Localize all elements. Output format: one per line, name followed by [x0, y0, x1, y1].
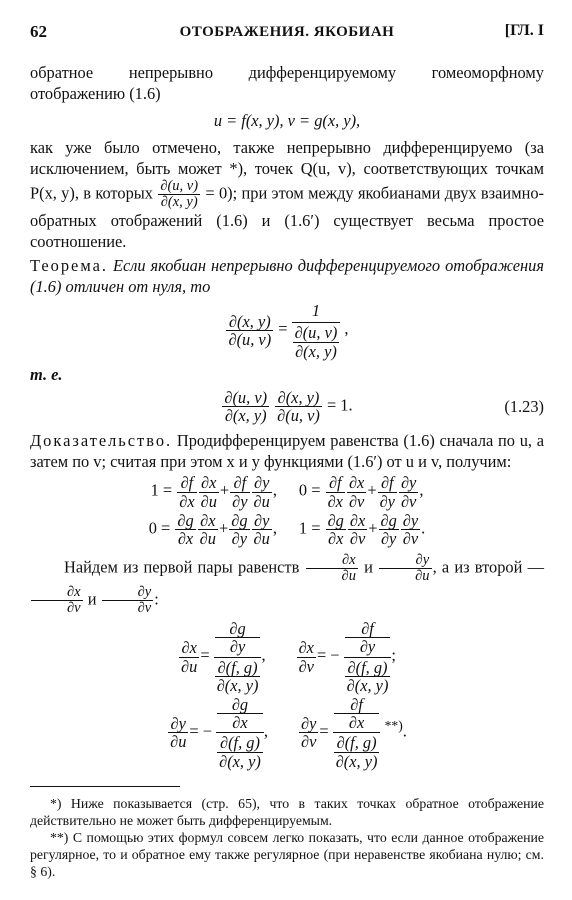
eq1-lhs — [226, 313, 273, 348]
t1 — [177, 474, 196, 509]
frac-num: ∂y — [415, 552, 430, 569]
frac-den: ∂y — [379, 491, 395, 511]
t4 — [399, 474, 418, 509]
frac-den: ∂v — [402, 528, 419, 548]
frac-num: ∂g — [380, 510, 397, 530]
frac-num: ∂y — [253, 510, 270, 530]
frac-num: ∂x — [348, 473, 365, 493]
lhs — [299, 715, 318, 750]
frac-num: ∂(f, g) — [336, 733, 377, 753]
frac-den: ∂x — [326, 529, 346, 547]
comma: , — [344, 319, 349, 339]
frac-num: ∂y — [253, 473, 270, 493]
lhs: 0 = — [298, 480, 321, 500]
frac-num: ∂(u, v) — [160, 178, 199, 194]
frac-den: ∂v — [31, 600, 83, 616]
system-eq-1 — [151, 474, 277, 509]
lhs — [297, 639, 316, 674]
frac-num: ∂g — [231, 694, 249, 714]
rhs-den — [217, 734, 263, 769]
frac-den: ∂(x, y) — [346, 675, 389, 695]
frac-den: ∂(u, v) — [228, 330, 272, 350]
end-punct: , — [261, 645, 266, 665]
frac-den — [293, 324, 340, 359]
frac-den: ∂v — [400, 491, 417, 511]
t3 — [230, 474, 249, 509]
equation-1-23 — [30, 389, 544, 424]
rhs — [344, 620, 392, 694]
eq1-rhs — [292, 301, 341, 359]
t3 — [378, 474, 397, 509]
plus: + — [219, 480, 230, 500]
frac-den: ∂v — [298, 656, 314, 676]
sign: = — [319, 721, 329, 741]
frac-den: ∂v — [102, 600, 154, 616]
end-punct: , — [263, 721, 268, 741]
find-f1 — [306, 553, 358, 584]
results-row-2 — [30, 696, 544, 770]
frac-num: ∂(f, g) — [217, 657, 258, 677]
rhs — [214, 620, 262, 694]
end-punct: . — [421, 518, 426, 538]
frac-num: ∂g — [229, 619, 246, 639]
frac-num: ∂(x, y) — [228, 311, 271, 331]
end-punct: ; — [391, 645, 396, 665]
frac-num: ∂x — [201, 473, 217, 493]
lhs: 0 = — [148, 518, 171, 538]
frac-num: ∂f — [233, 473, 247, 493]
end-punct: , — [419, 480, 424, 500]
rhs-den — [345, 659, 391, 694]
result-2 — [296, 620, 396, 694]
find-text-a: Найдем из первой пары равенств — [64, 557, 300, 577]
plus: + — [218, 518, 229, 538]
frac-num: ∂x — [67, 583, 81, 600]
frac-den: ∂y — [215, 637, 261, 655]
frac-num: ∂f — [361, 619, 374, 639]
frac-den: ∂u — [199, 528, 216, 548]
t2 — [198, 512, 218, 547]
frac-num: ∂x — [341, 552, 356, 569]
footnote-marker: **) — [384, 718, 403, 734]
frac-num: ∂g — [231, 510, 248, 530]
t4 — [252, 474, 272, 509]
eq123-factor-b — [275, 389, 322, 424]
frac-den: ∂y — [229, 529, 249, 547]
proof-label: Доказательство. — [30, 431, 173, 451]
frac-den: ∂x — [334, 713, 380, 731]
result-1 — [178, 620, 266, 694]
equals-sign: = — [278, 319, 288, 339]
frac-num: ∂x — [298, 638, 314, 658]
frac-den: ∂u — [253, 528, 270, 548]
frac-den: ∂(x, y) — [293, 342, 340, 360]
lhs — [168, 715, 188, 750]
jacobian-fraction — [158, 179, 200, 210]
t3 — [379, 512, 399, 547]
frac-num: ∂x — [349, 510, 366, 530]
plus: + — [368, 518, 378, 538]
sign: = − — [316, 645, 340, 665]
frac-den: ∂x — [179, 491, 195, 511]
frac-den: ∂y — [379, 529, 399, 547]
t4 — [401, 512, 420, 547]
lhs: 1 = — [298, 518, 321, 538]
eq123-factor-a — [222, 389, 269, 424]
frac-num: ∂y — [402, 510, 419, 530]
rhs-num — [217, 696, 263, 731]
results-row-1 — [30, 620, 544, 694]
frac-den: ∂v — [349, 528, 366, 548]
paragraph-2-text-b: = 0); при этом между якобианами двух взаимно-обратных отображений (1.6) и (1.6′) существует весьма простое соотношение. — [30, 183, 544, 252]
frac-den: ∂(x, y) — [335, 751, 378, 771]
frac-num: ∂y — [300, 714, 317, 734]
find-text-b: , а из второй — — [432, 557, 544, 577]
frac-num: ∂(u, v) — [224, 387, 268, 407]
frac-den: ∂y — [232, 491, 248, 511]
frac-den: ∂u — [200, 491, 217, 511]
rhs-num — [215, 620, 261, 655]
paragraph-1: обратное непрерывно дифференцируемому гомеоморфному отображению (1.6) — [30, 63, 544, 103]
proof — [30, 430, 544, 472]
running-header — [30, 22, 544, 48]
plus: + — [367, 480, 377, 500]
t1 — [326, 512, 346, 547]
find-f2 — [379, 553, 431, 584]
frac-den: ∂u — [181, 656, 198, 676]
t1 — [326, 474, 345, 509]
t4 — [252, 512, 272, 547]
page-number: 62 — [30, 22, 47, 41]
frac-den: ∂y — [345, 637, 391, 655]
frac-num: ∂f — [180, 473, 194, 493]
frac-den: ∂x — [175, 529, 195, 547]
frac-den: ∂(x, y) — [158, 194, 200, 210]
t2 — [199, 474, 219, 509]
end-punct: , — [272, 518, 277, 538]
lhs: 1 = — [150, 480, 173, 500]
result-4 — [298, 696, 407, 770]
frac-den: ∂(u, v) — [277, 406, 320, 426]
frac-num: ∂(x, y) — [277, 387, 320, 407]
system-row-2 — [30, 512, 544, 547]
t1 — [175, 512, 195, 547]
theorem — [30, 255, 544, 297]
rhs-den — [334, 734, 380, 769]
paragraph-2-text-a: как уже было отмечено, также непрерывно дифференцируемо (за исключением, быть может *), точек Q(u, v), соответствующих точкам P(x, y), в которых — [30, 138, 544, 203]
frac-num: ∂f — [350, 694, 363, 714]
footnote-1: *) Ниже показывается (стр. 65), что в таких точках обратное отображение действительно не может быть дифференцируемым. — [30, 795, 544, 828]
frac-num: 1 — [311, 301, 321, 321]
footnote-2: **) С помощью этих формул совсем легко показать, что если данное отображение регулярное, то и обратное ему также регулярное (при неравенстве якобиана нулю; см. § 6). — [30, 829, 544, 879]
frac-den: ∂u — [253, 491, 270, 511]
t3 — [229, 512, 249, 547]
find-and-2: и — [87, 589, 97, 609]
equation-number: (1.23) — [504, 396, 544, 416]
frac-den: ∂(x, y) — [216, 675, 259, 695]
find-and: и — [364, 557, 373, 577]
frac-den: ∂(x, y) — [222, 406, 269, 424]
equation-uv: u = f(x, y), v = g(x, y), — [213, 111, 361, 130]
paragraph-2 — [30, 137, 544, 252]
system-eq-2 — [299, 474, 424, 509]
end-punct: , — [272, 480, 277, 500]
frac-num: ∂(f, g) — [347, 657, 388, 677]
frac-num: ∂(f, g) — [219, 733, 260, 753]
frac-den: ∂u — [379, 568, 431, 584]
system-eq-3 — [149, 512, 277, 547]
t2 — [348, 512, 367, 547]
rhs — [333, 696, 381, 770]
running-title: ОТОБРАЖЕНИЯ. ЯКОБИАН — [179, 24, 395, 40]
rhs-den — [215, 659, 261, 694]
proof-text: Продифференцируем равенства (1.6) сначала по u, а затем по v; считая при этом x и y функциями (1.6′) от u и v, получим: — [30, 431, 544, 472]
find-f4 — [102, 585, 154, 616]
frac-den: ∂x — [327, 491, 343, 511]
frac-den: ∂u — [306, 568, 358, 584]
eq123-rhs: = 1. — [326, 395, 353, 415]
find-sentence — [30, 553, 544, 616]
frac-num: ∂x — [181, 638, 197, 658]
chapter-label: [ГЛ. I — [504, 22, 544, 39]
rhs-num — [334, 696, 380, 731]
frac-num: ∂y — [137, 583, 152, 600]
frac-den: ∂v — [300, 732, 317, 752]
frac-num: ∂x — [200, 510, 216, 530]
frac-den: ∂v — [348, 491, 365, 511]
theorem-text: Если якобиан непрерывно дифференцируемого отображения (1.6) отличен от нуля, то — [30, 256, 544, 297]
t2 — [347, 474, 366, 509]
footnote-rule — [30, 786, 180, 787]
te-label: т. е. — [30, 364, 63, 384]
equation-theorem — [30, 301, 544, 359]
find-colon: : — [154, 589, 159, 609]
theorem-label: Теорема. — [30, 256, 108, 276]
frac-num: ∂(u, v) — [294, 323, 338, 343]
end-punct: . — [402, 721, 407, 741]
book-page — [30, 22, 544, 880]
frac-num: ∂f — [380, 473, 394, 493]
rhs-num — [345, 620, 391, 655]
lhs — [179, 639, 199, 674]
frac-den: ∂x — [217, 713, 263, 731]
sign: = — [200, 645, 210, 665]
rhs — [216, 696, 264, 770]
frac-num: ∂f — [328, 473, 342, 493]
frac-num: ∂g — [177, 510, 194, 530]
system-eq-4 — [299, 512, 425, 547]
result-3 — [167, 696, 268, 770]
frac-num: ∂g — [327, 510, 344, 530]
system-row-1 — [30, 474, 544, 509]
sign: = − — [189, 721, 212, 741]
frac-num: ∂y — [400, 473, 417, 493]
find-f3 — [31, 585, 83, 616]
frac-den: ∂(x, y) — [219, 751, 261, 771]
frac-num: ∂y — [170, 714, 186, 734]
frac-den: ∂u — [170, 732, 187, 752]
